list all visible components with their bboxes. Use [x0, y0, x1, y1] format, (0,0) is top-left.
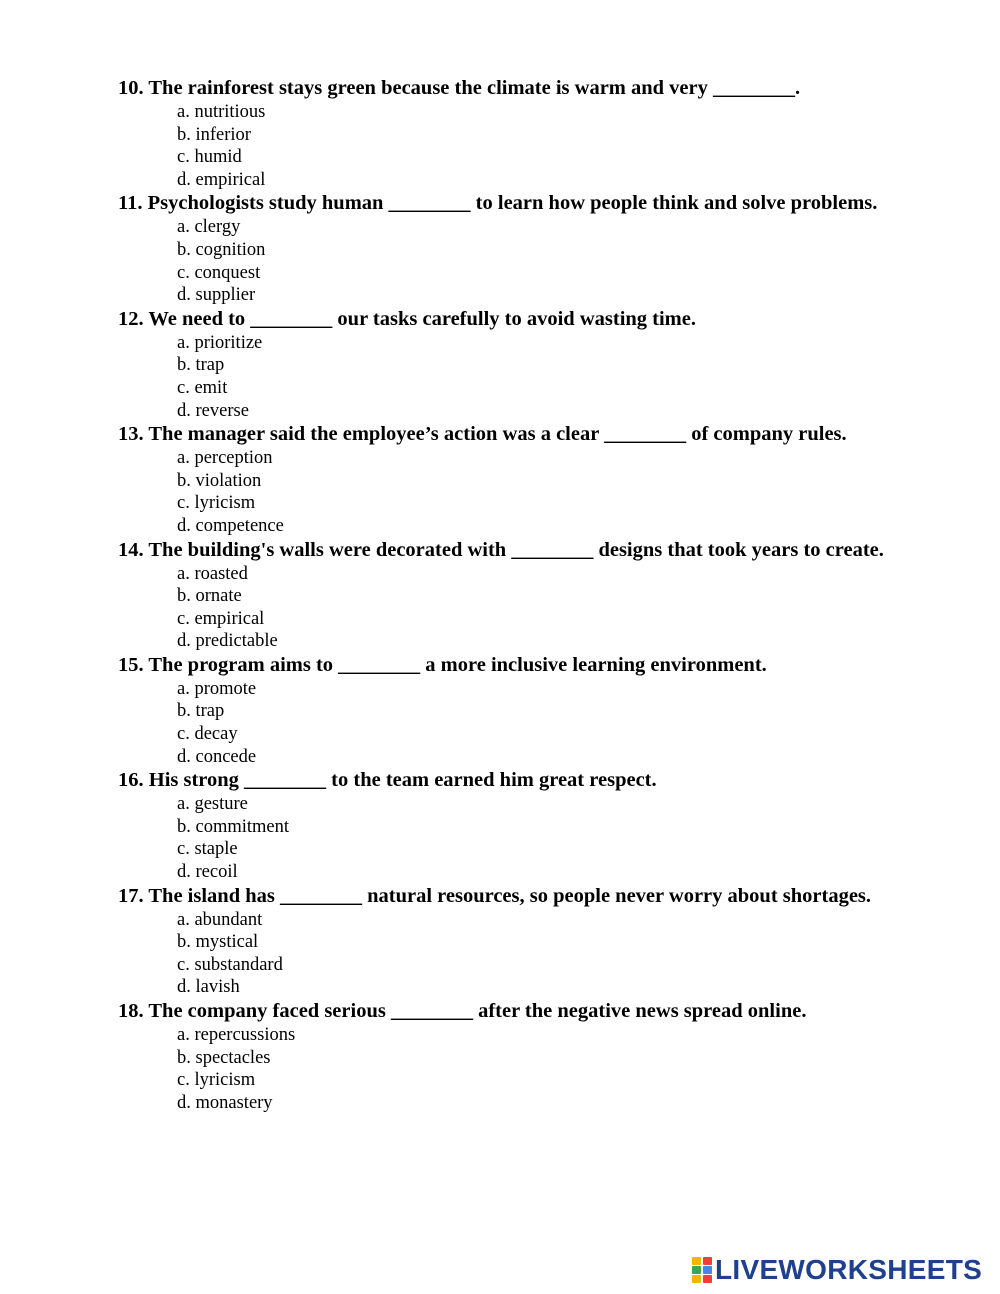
answer-option[interactable]: a. repercussions [177, 1025, 296, 1045]
answer-option[interactable]: a. prioritize [177, 332, 263, 353]
question-text: 11. Psychologists study human ________ to learn how people think and solve problems. [118, 192, 878, 215]
answer-option[interactable]: c. conquest [177, 262, 261, 283]
answer-option[interactable]: d. predictable [177, 631, 278, 652]
answer-option[interactable]: b. trap [177, 355, 225, 376]
question-item [118, 999, 888, 1114]
answer-option[interactable]: c. lyricism [177, 1070, 256, 1091]
answer-option[interactable]: a. roasted [177, 563, 248, 584]
question-item [118, 653, 888, 768]
answer-option[interactable]: a. clergy [177, 217, 241, 238]
answer-option[interactable]: c. staple [177, 839, 238, 860]
answer-option[interactable]: b. mystical [177, 932, 259, 953]
answer-option[interactable]: a. gesture [177, 794, 248, 815]
question-item [118, 307, 888, 422]
answer-option[interactable]: c. substandard [177, 954, 283, 975]
answer-option[interactable]: b. cognition [177, 239, 266, 260]
answer-option[interactable]: d. recoil [177, 862, 238, 883]
question-text: 13. The manager said the employee’s action was a clear ________ of company rules. [118, 423, 847, 446]
worksheet-page [118, 76, 888, 1114]
brand-footer [692, 1255, 982, 1285]
answer-option[interactable]: b. inferior [177, 124, 251, 145]
answer-options [118, 909, 888, 999]
answer-option[interactable]: b. spectacles [177, 1047, 271, 1068]
question-text: 12. We need to ________ our tasks carefully to avoid wasting time. [118, 307, 696, 330]
question-text: 17. The island has ________ natural resources, so people never worry about shortages. [118, 884, 872, 907]
answer-option[interactable]: b. ornate [177, 586, 242, 607]
question-text: 14. The building's walls were decorated with ________ designs that took years to create. [118, 538, 884, 561]
liveworksheets-logo-icon [692, 1257, 712, 1283]
question-item [118, 768, 888, 883]
answer-option[interactable]: d. reverse [177, 400, 249, 421]
answer-options [118, 101, 888, 191]
question-text: 18. The company faced serious ________ after the negative news spread online. [118, 1000, 807, 1022]
answer-option[interactable]: d. concede [177, 746, 257, 767]
answer-option[interactable]: a. perception [177, 448, 273, 469]
answer-option[interactable]: c. emit [177, 377, 228, 398]
answer-option[interactable]: d. monastery [177, 1092, 273, 1113]
answer-option[interactable]: b. commitment [177, 816, 290, 837]
answer-options [118, 563, 888, 653]
answer-option[interactable]: c. empirical [177, 608, 265, 629]
answer-option[interactable]: d. competence [177, 515, 284, 536]
answer-option[interactable]: a. promote [177, 678, 257, 699]
question-item [118, 76, 888, 191]
answer-option[interactable]: d. lavish [177, 977, 240, 998]
question-text: 16. His strong ________ to the team earned him great respect. [118, 769, 657, 792]
question-item [118, 422, 888, 537]
brand-name: LIVEWORKSHEETS [715, 1254, 983, 1285]
answer-option[interactable]: a. nutritious [177, 102, 266, 122]
answer-options [118, 447, 888, 537]
answer-options [118, 332, 888, 422]
question-item [118, 191, 888, 306]
question-list [118, 76, 888, 1114]
question-item [118, 884, 888, 999]
answer-options [118, 793, 888, 883]
question-text: 10. The rainforest stays green because the climate is warm and very ________. [118, 77, 801, 99]
answer-option[interactable]: c. humid [177, 147, 242, 168]
question-item [118, 538, 888, 653]
question-text: 15. The program aims to ________ a more inclusive learning environment. [118, 653, 767, 676]
answer-options [118, 216, 888, 306]
answer-option[interactable]: d. empirical [177, 169, 266, 190]
answer-option[interactable]: b. trap [177, 701, 225, 722]
answer-option[interactable]: b. violation [177, 470, 262, 491]
answer-options [118, 1024, 888, 1114]
answer-option[interactable]: d. supplier [177, 285, 256, 306]
answer-options [118, 678, 888, 768]
answer-option[interactable]: a. abundant [177, 909, 263, 930]
answer-option[interactable]: c. lyricism [177, 493, 256, 514]
answer-option[interactable]: c. decay [177, 724, 238, 745]
